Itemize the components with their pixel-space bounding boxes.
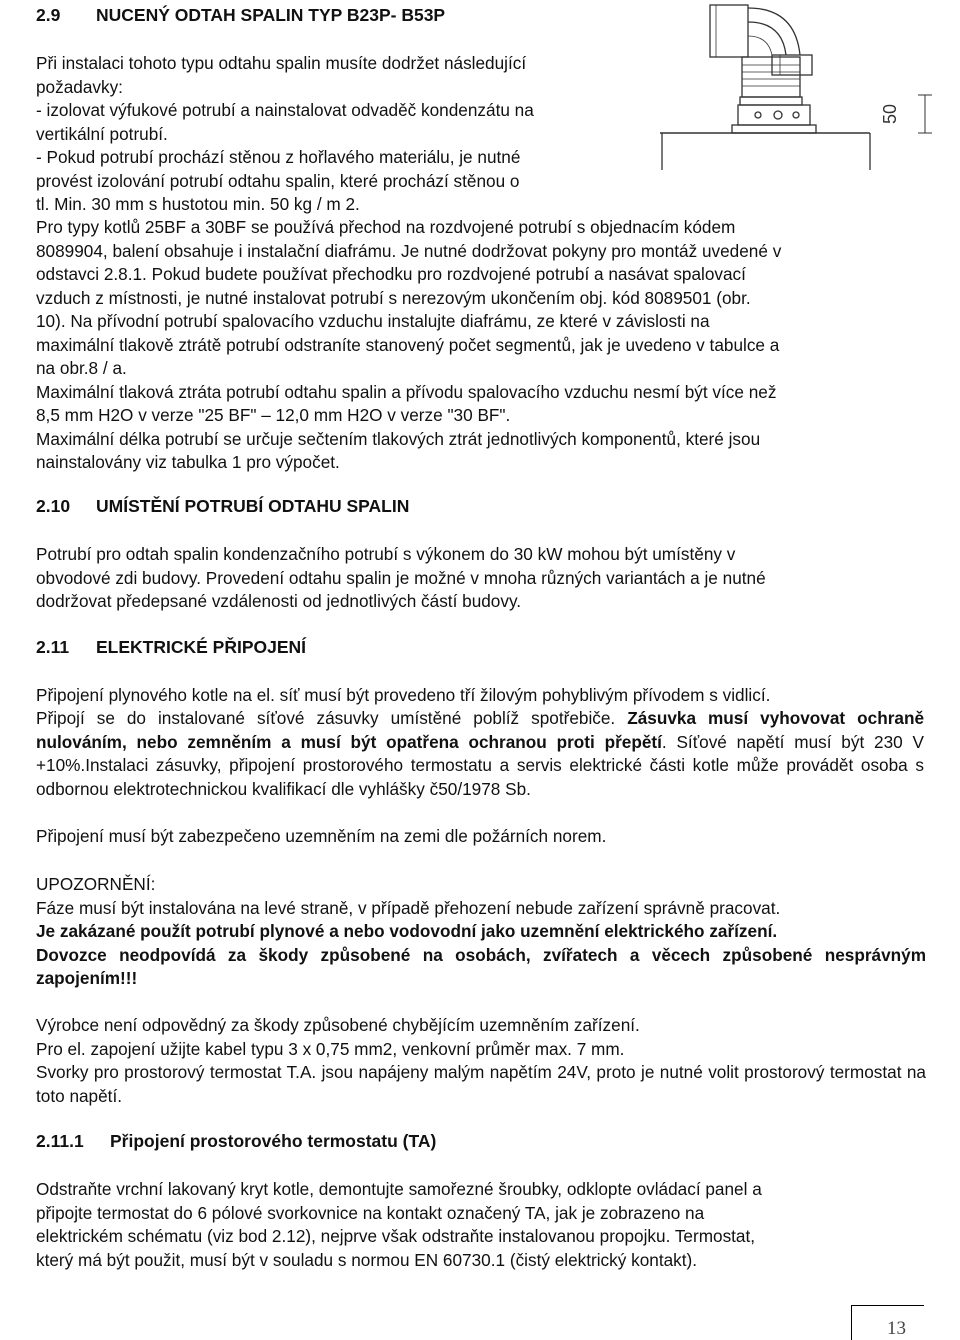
flue-adapter-figure bbox=[660, 0, 960, 200]
intro-paragraph bbox=[36, 52, 676, 217]
text-line: na obr.8 / a. bbox=[36, 358, 127, 378]
text-line: - izolovat výfukové potrubí a nainstalovat odvaděč kondenzátu na bbox=[36, 100, 534, 120]
text-line: Potrubí pro odtah spalin kondenzačního potrubí s výkonem do 30 kW mohou být umístěny v bbox=[36, 544, 736, 564]
warning-block bbox=[36, 873, 926, 991]
text-line: připojte termostat do 6 pólové svorkovnice na kontakt označený TA, jak je zobrazeno na bbox=[36, 1202, 705, 1223]
text-line: maximální tlakově ztrátě potrubí odstraníte stanovený počet segmentů, jak je uvedeno v tabulce a bbox=[36, 334, 780, 355]
warning-title: UPOZORNĚNÍ: bbox=[36, 874, 156, 894]
text-line: provést izolování potrubí odtahu spalin, které prochází stěnou o bbox=[36, 170, 520, 191]
placement-paragraph bbox=[36, 543, 926, 614]
dimension-label: 50 bbox=[880, 103, 900, 125]
section-title: ELEKTRICKÉ PŘIPOJENÍ bbox=[96, 637, 307, 657]
text-run: Připojí se do instalované síťové zásuvky umístěné poblíž spotřebiče. bbox=[36, 708, 628, 728]
section-number: 2.11.1 bbox=[36, 1131, 84, 1151]
section-number: 2.10 bbox=[36, 496, 71, 516]
electric-paragraph-1 bbox=[36, 684, 926, 708]
electric-paragraph-2 bbox=[36, 707, 924, 801]
text-line: dodržovat předepsané vzdálenosti od jednotlivých částí budovy. bbox=[36, 591, 522, 611]
page-number: 13 bbox=[887, 1318, 906, 1339]
text-line: 10). Na přívodní potrubí spalovacího vzduchu instalujte diafrámu, ze které v závislosti na bbox=[36, 311, 710, 331]
section-heading-2-9 bbox=[36, 5, 445, 26]
bold-text-run: Zásuvka musí vyhovovat ochraně nulováním, nebo zemněním a musí být opatřena ochranou proti přepětí bbox=[36, 708, 925, 752]
text-line: elektrickém schématu (viz bod 2.12), nejprve však odstraňte instalovanou propojku. Termostat, bbox=[36, 1226, 756, 1246]
text-line: 8089904, balení obsahuje i instalační diafrámu. Je nutné dodržovat pokyny pro montáž uvedené v bbox=[36, 240, 782, 261]
text-line: Maximální tlaková ztráta potrubí odtahu spalin a přívodu spalovacího vzduchu nesmí být více než bbox=[36, 381, 777, 402]
text-line: Výrobce není odpovědný za škody způsobené chybějícím uzemněním zařízení. bbox=[36, 1015, 640, 1035]
text-line: Odstraňte vrchní lakovaný kryt kotle, demontujte samořezné šroubky, odklopte ovládací panel a bbox=[36, 1179, 762, 1199]
section-title: NUCENÝ ODTAH SPALIN TYP B23P- B53P bbox=[96, 5, 446, 25]
section-heading-2-11 bbox=[36, 637, 306, 658]
text-line: Pro el. zapojení užijte kabel typu 3 x 0,75 mm2, venkovní průměr max. 7 mm. bbox=[36, 1038, 625, 1059]
section-number: 2.9 bbox=[36, 5, 61, 25]
text-line: Svorky pro prostorový termostat T.A. jsou napájeny malým napětím 24V, proto je nutné volit prostorový termostat na toto napětí. bbox=[36, 1062, 926, 1106]
text-line: tl. Min. 30 mm s hustotou min. 50 kg / m 2. bbox=[36, 194, 360, 214]
body-paragraph bbox=[36, 216, 926, 475]
text-line: nainstalovány viz tabulka 1 pro výpočet. bbox=[36, 452, 340, 472]
warning-line: Fáze musí být instalována na levé straně, v případě přehození nebude zařízení správně pracovat. bbox=[36, 897, 781, 918]
warning-line-bold: Dovozce neodpovídá za škody způsobené na osobách, zvířatech a věcech způsobené nesprávným zapojením!!! bbox=[36, 944, 926, 988]
electric-paragraph-3 bbox=[36, 825, 926, 849]
section-heading-2-11-1 bbox=[36, 1131, 436, 1152]
text-line: Při instalaci tohoto typu odtahu spalin musíte dodržet následující bbox=[36, 53, 527, 73]
text-line: Připojení plynového kotle na el. síť musí být provedeno tří žilovým pohyblivým přívodem s vidlicí. bbox=[36, 685, 771, 705]
text-run: . Síťové napětí musí být 230 V +10%.Instalaci zásuvky, připojení prostorového termostatu a servis elektrické části kotle může provádět osoba s odbornou elektrotechnickou kvalifikací dle vyhlášky č50/1978 Sb. bbox=[36, 731, 924, 799]
text-line: obvodové zdi budovy. Provedení odtahu spalin je možné v mnoha různých variantách a je nutné bbox=[36, 567, 766, 588]
section-heading-2-10 bbox=[36, 496, 409, 517]
warning-line-bold: Je zakázané použít potrubí plynové a nebo vodovodní jako uzemnění elektrického zařízení. bbox=[36, 921, 778, 941]
text-line: - Pokud potrubí prochází stěnou z hořlavého materiálu, je nutné bbox=[36, 147, 521, 167]
section-number: 2.11 bbox=[36, 637, 70, 657]
text-line: 8,5 mm H2O v verze "25 BF" – 12,0 mm H2O v verze "30 BF". bbox=[36, 405, 511, 425]
text-line: Maximální délka potrubí se určuje sečtením tlakových ztrát jednotlivých komponentů, které jsou bbox=[36, 428, 761, 449]
text-line: požadavky: bbox=[36, 76, 123, 97]
text-line: Pro typy kotlů 25BF a 30BF se používá přechod na rozdvojené potrubí s objednacím kódem bbox=[36, 217, 736, 237]
text-line: který má být použit, musí být v souladu s normou EN 60730.1 (čistý elektrický kontakt). bbox=[36, 1249, 698, 1270]
electric-paragraph-4 bbox=[36, 1014, 926, 1108]
page-number-box bbox=[851, 1305, 924, 1340]
section-title: Připojení prostorového termostatu (TA) bbox=[110, 1131, 437, 1151]
text-line: vzduch z místnosti, je nutné instalovat potrubí s nerezovým ukončením obj. kód 8089501 (obr. bbox=[36, 287, 751, 308]
text-line: odstavci 2.8.1. Pokud budete používat přechodku pro rozdvojené potrubí a nasávat spalovací bbox=[36, 264, 746, 284]
section-title: UMÍSTĚNÍ POTRUBÍ ODTAHU SPALIN bbox=[96, 496, 410, 516]
thermostat-paragraph bbox=[36, 1178, 926, 1272]
text-line: Připojení musí být zabezpečeno uzemněním na zemi dle požárních norem. bbox=[36, 826, 607, 846]
text-line: vertikální potrubí. bbox=[36, 123, 168, 144]
